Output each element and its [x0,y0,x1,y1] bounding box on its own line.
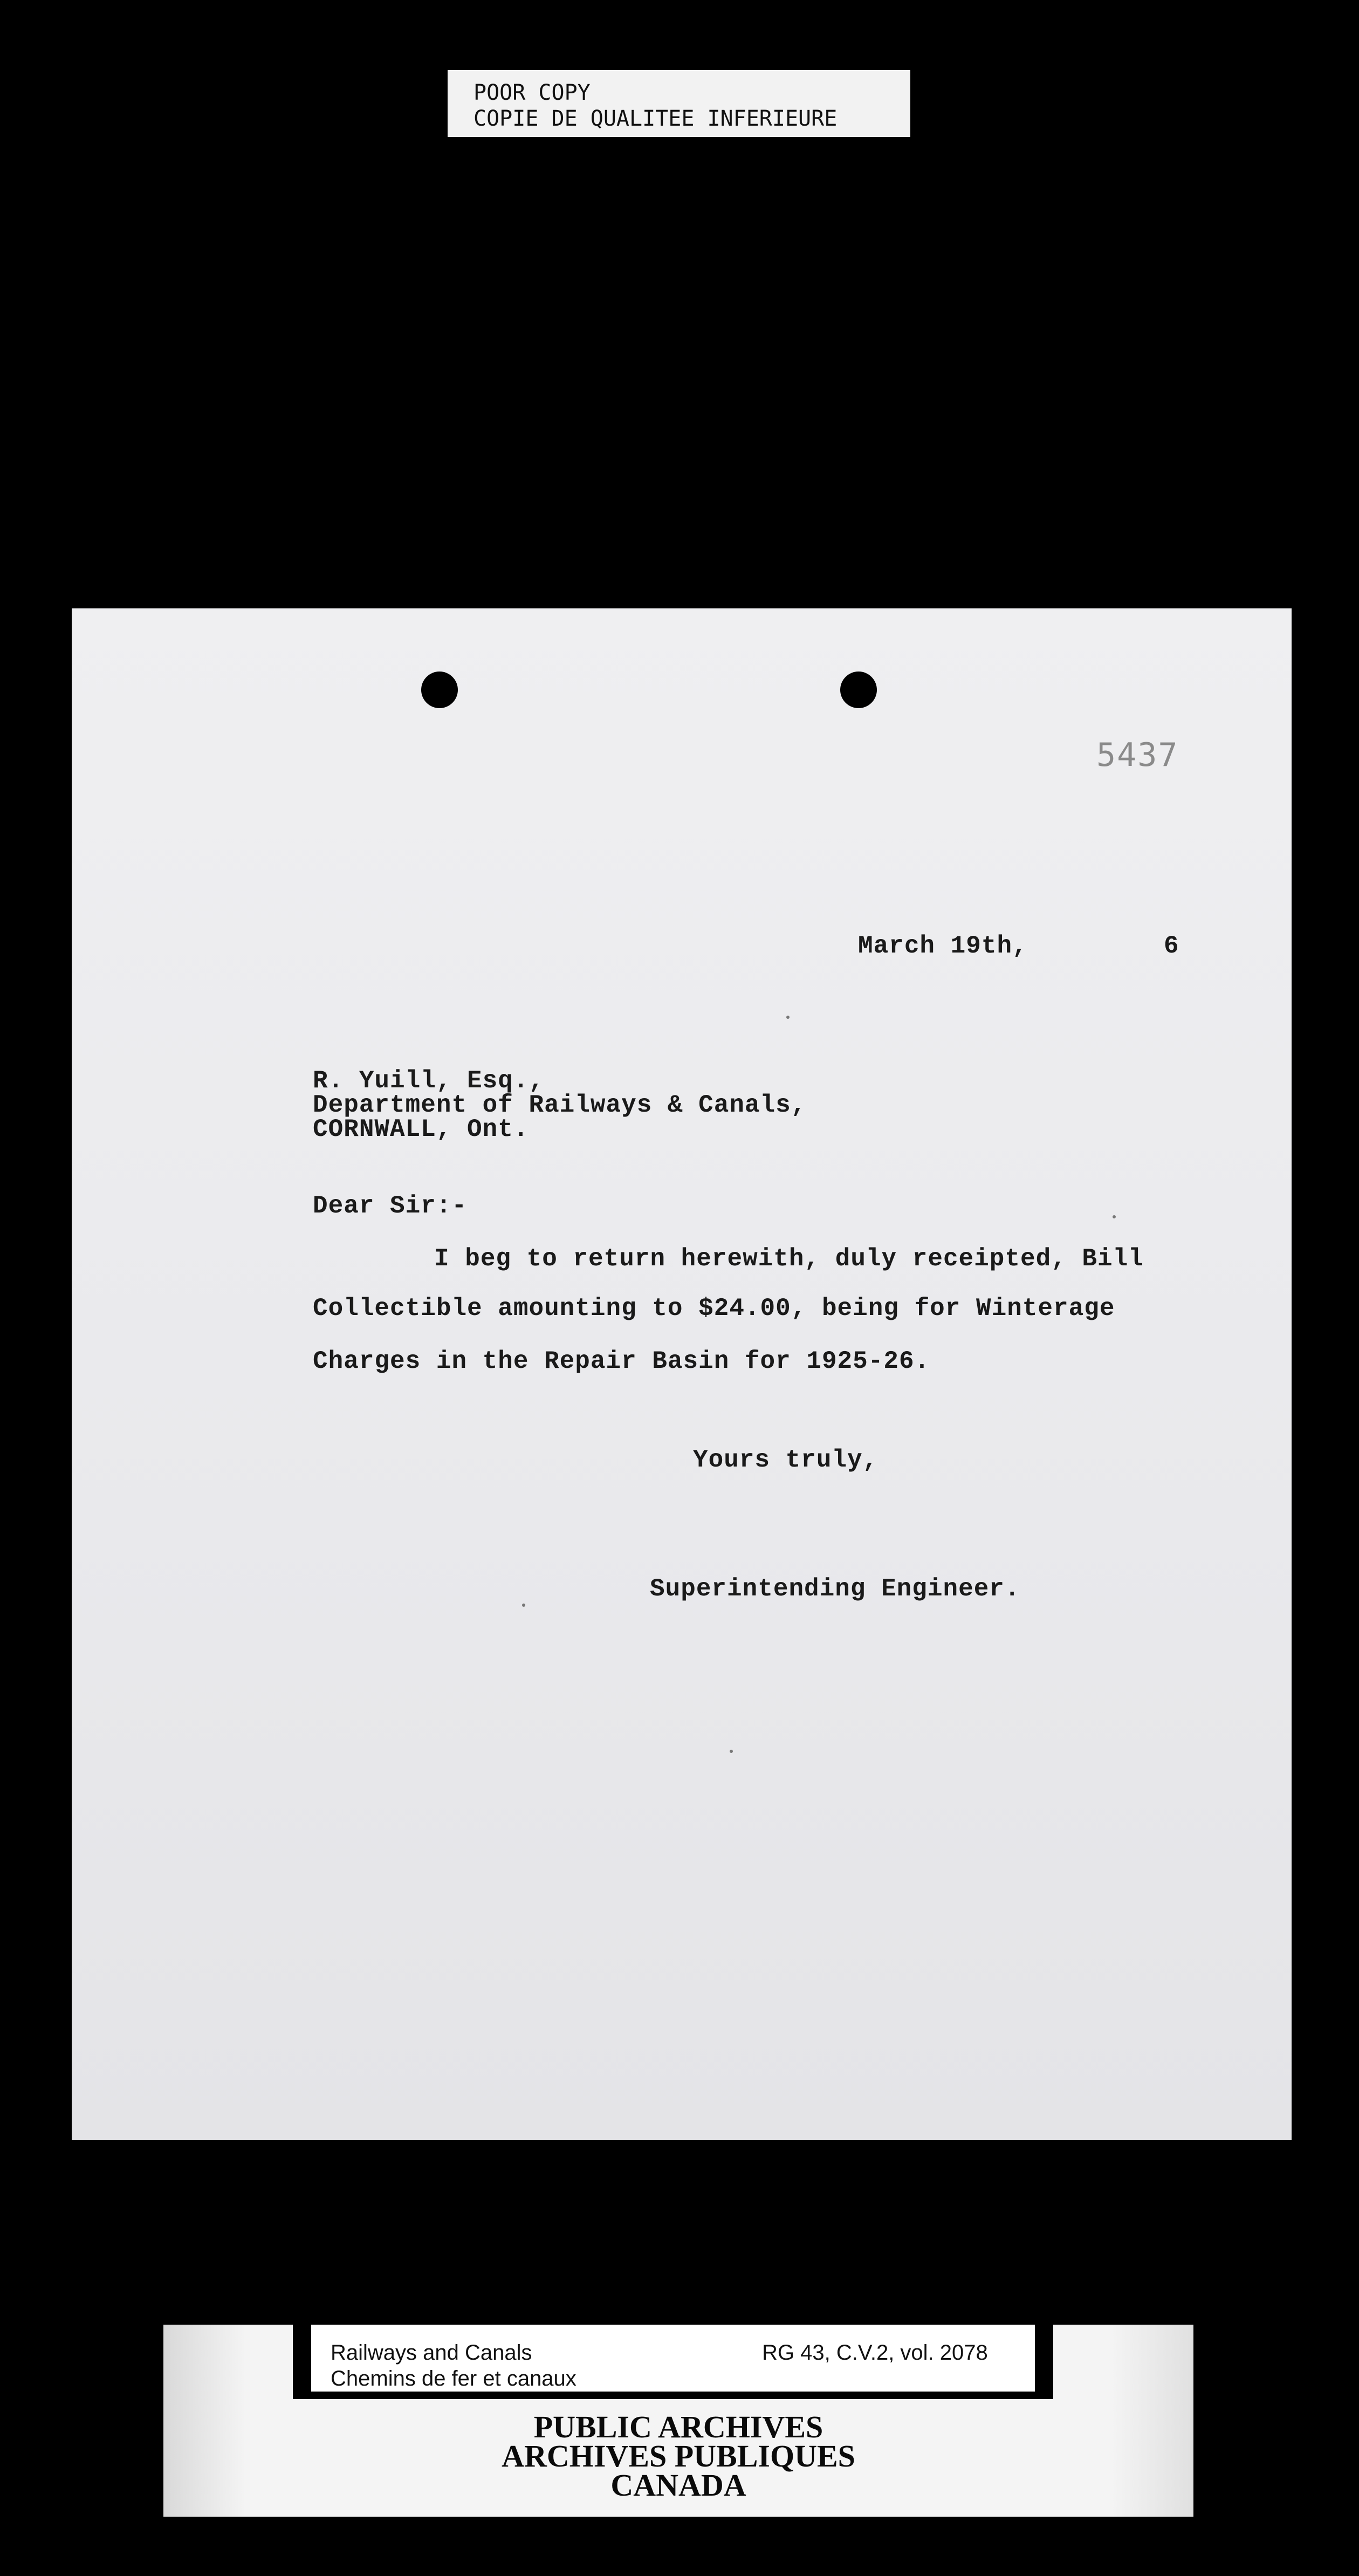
archive-title-french: ARCHIVES PUBLIQUES [502,2438,855,2474]
collection-english: Railways and Canals [331,2341,532,2365]
collection-french: Chemins de fer et canaux [331,2367,576,2390]
punch-hole-left [421,672,458,708]
collection-names [331,2340,576,2392]
signature-title: Superintending Engineer. [650,1575,1020,1603]
letter-date-suffix: 6 [1164,932,1179,960]
archive-reference-label [293,2325,1053,2399]
paper-speck [522,1604,525,1607]
body-line-3: Charges in the Repair Basin for 1925-26. [313,1347,930,1375]
archive-footer [163,2325,1193,2517]
letter-date: March 19th, [858,932,1028,960]
notice-line-english: POOR COPY [473,80,591,105]
salutation: Dear Sir:- [313,1192,468,1220]
body-line-2: Collectible amounting to $24.00, being for Winterage [313,1294,1115,1323]
file-stamp-number: 5437 [1096,736,1179,774]
archive-country: CANADA [610,2468,746,2503]
paper-speck [730,1750,733,1753]
archive-title-english: PUBLIC ARCHIVES [533,2409,823,2444]
poor-copy-notice [448,70,910,137]
letter-page [72,608,1292,2140]
paper-speck [1113,1215,1116,1218]
recipient-name: R. Yuill, Esq., [313,1067,545,1095]
archive-reference: RG 43, C.V.2, vol. 2078 [762,2341,988,2365]
paper-speck [786,1016,790,1019]
closing: Yours truly, [693,1446,878,1474]
notice-line-french: COPIE DE QUALITEE INFERIEURE [473,106,838,131]
body-line-1: I beg to return herewith, duly receipted, Bill [434,1245,1144,1273]
punch-hole-right [840,672,877,708]
recipient-department: Department of Railways & Canals, [313,1091,807,1119]
recipient-location: CORNWALL, Ont. [313,1115,529,1143]
